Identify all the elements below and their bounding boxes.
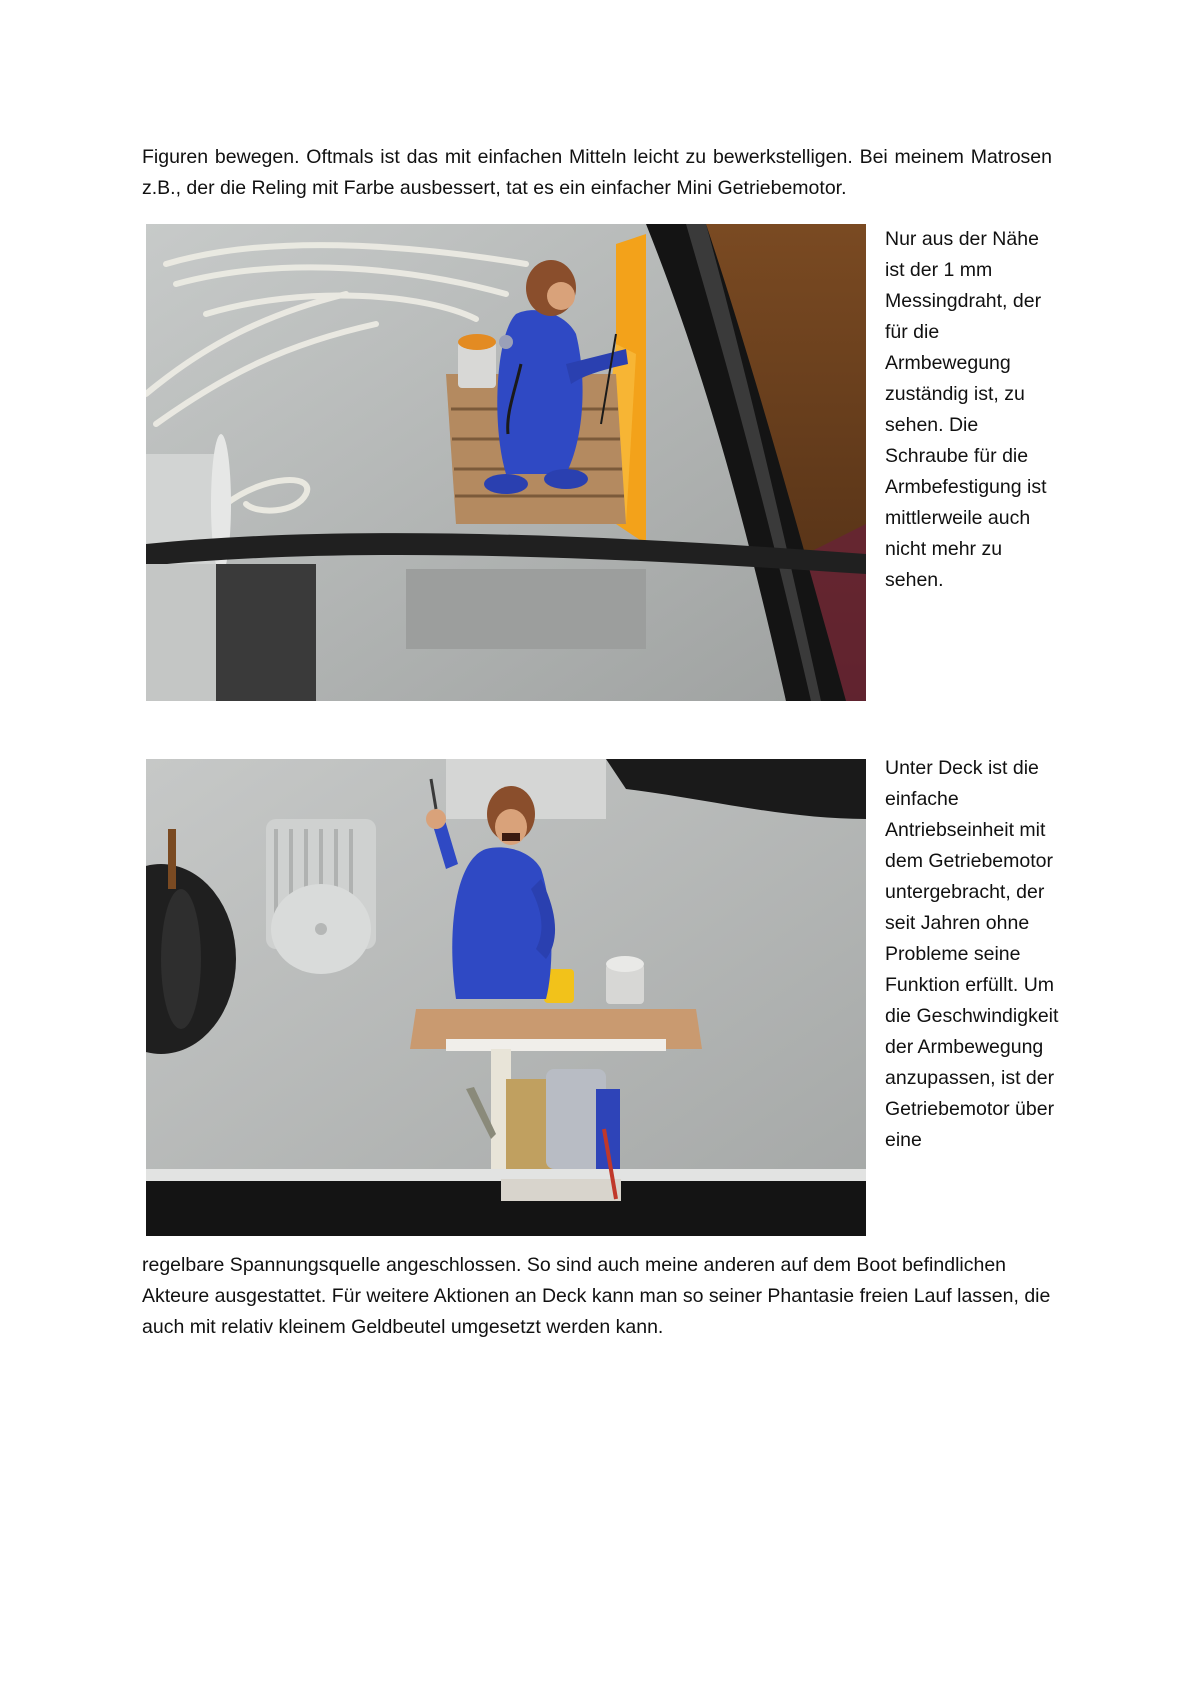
closing-paragraph: regelbare Spannungsquelle angeschlossen. So sind auch meine anderen auf dem Boot befindlichen Akteure ausgestattet. Für weitere Aktionen an Deck kann man so seiner Phantasie freien Lauf lassen, die auch mit relativ kleinem Geldbeutel umgesetzt werden kann. (142, 1254, 1051, 1338)
photo-drive-unit (146, 759, 866, 1236)
intro-paragraph: Figuren bewegen. Oftmals ist das mit einfachen Mitteln leicht zu bewerkstelligen. Bei meinem Matrosen z.B., der die Reling mit Farbe ausbessert, tat es ein einfacher Mini Getriebemotor. (142, 146, 1052, 199)
photo-drive-unit-illustration (146, 759, 866, 1236)
photo-sailor-on-deck-illustration (146, 224, 866, 701)
caption-brass-wire: Nur aus der Nähe ist der 1 mm Messingdraht, der für die Armbewegung zuständig ist, zu sehen. Die Schraube für die Armbefestigung ist mittlerweile auch nicht mehr zu sehen. (885, 228, 1047, 591)
photo-sailor-on-deck (146, 224, 866, 701)
caption-drive-unit: Unter Deck ist die einfache Antriebseinheit mit dem Getriebemotor untergebracht, der seit Jahren ohne Probleme seine Funktion erfüllt. Um die Geschwindigkeit der Armbewegung anzupassen, ist der Getriebemotor über eine (885, 757, 1059, 1151)
